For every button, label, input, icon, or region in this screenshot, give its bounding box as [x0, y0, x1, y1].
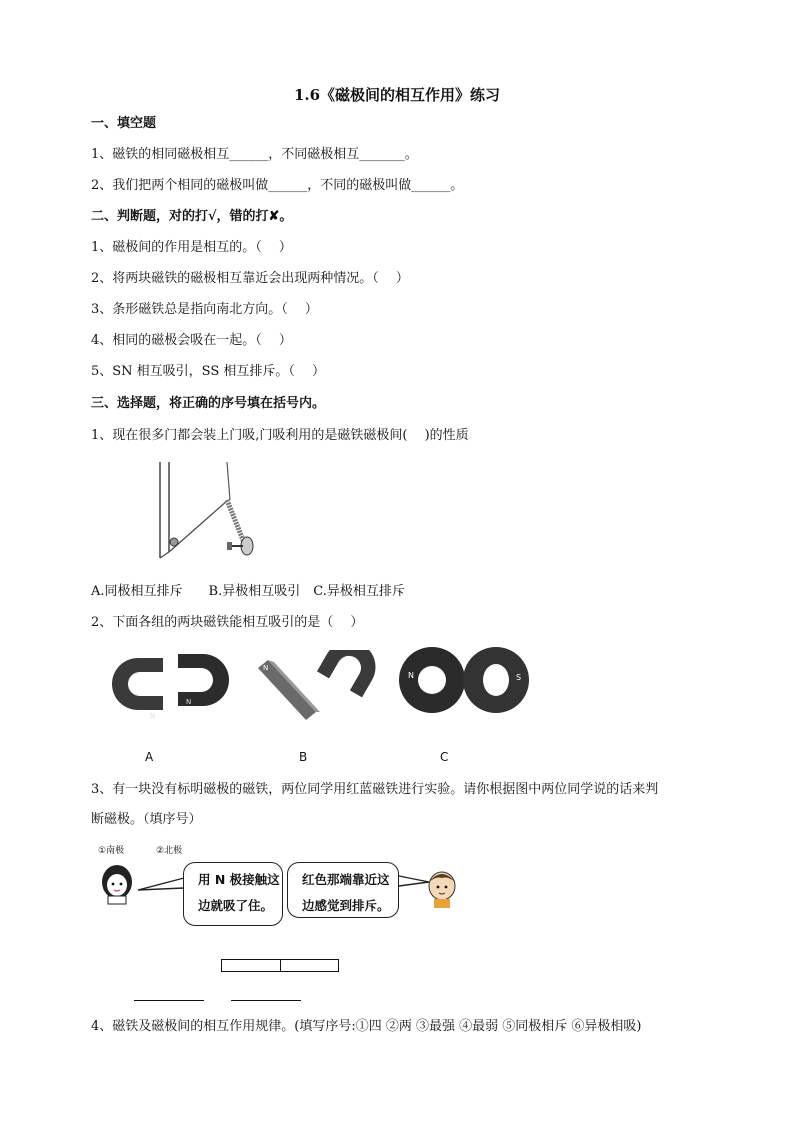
- judge-item-3: 3、条形磁铁总是指向南北方向。（ ）: [91, 302, 318, 317]
- section3-heading: 三、选择题，将正确的序号填在括号内。: [91, 396, 326, 411]
- magnet-b-u-pole-s-mark: S: [316, 686, 321, 694]
- choice-question-3-line2: 断磁极。（填序号）: [91, 812, 202, 827]
- boy-avatar-icon: [426, 868, 458, 910]
- magnet-c-left-pole-mark: N: [408, 671, 414, 680]
- magnet-a-right-pole-mark: N: [186, 698, 192, 706]
- magnet-bar-left-half: [221, 959, 281, 972]
- magnets-group-b: [254, 650, 379, 725]
- option-label-a: A: [145, 750, 154, 764]
- speech-left-line1: 用 N 极接触这: [198, 872, 280, 887]
- option-label-b: B: [299, 750, 308, 764]
- magnets-group-a: [108, 648, 233, 723]
- section1-heading: 一、填空题: [91, 116, 157, 131]
- choice-question-1: 1、现在很多门都会装上门吸,门吸利用的是磁铁磁极间( )的性质: [91, 428, 469, 443]
- magnet-b-bar-pole-mark: N: [263, 664, 269, 672]
- page-title: 1.6《磁极间的相互作用》练习: [293, 86, 501, 104]
- speech-bubble-right: [287, 862, 399, 918]
- magnet-bar-right-half: [280, 959, 339, 972]
- magnet-b-u-pole-n-mark: N: [342, 710, 348, 718]
- judge-item-1: 1、磁极间的作用是相互的。（ ）: [91, 240, 292, 255]
- speech-left-line2: 边就吸了住。: [198, 898, 274, 913]
- pole-tag-south: ①南极: [98, 846, 125, 856]
- door-stopper-illustration: [155, 460, 265, 560]
- judge-item-5: 5、SN 相互吸引，SS 相互排斥。（ ）: [91, 364, 326, 379]
- choice-question-3-line1: 3、有一块没有标明磁极的磁铁，两位同学用红蓝磁铁进行实验。请你根据图中两位同学说的话来判: [91, 782, 659, 797]
- magnets-group-c: [398, 640, 533, 725]
- choice-question-2: 2、下面各组的两块磁铁能相互吸引的是（ ）: [91, 615, 364, 630]
- magnet-a-left-pole-mark: N: [150, 712, 156, 720]
- speech-tail-left: [136, 872, 186, 894]
- pole-tag-north: ②北极: [156, 846, 183, 856]
- answer-blank-right[interactable]: [231, 1000, 301, 1001]
- judge-item-2: 2、将两块磁铁的磁极相互靠近会出现两种情况。（ ）: [91, 271, 409, 286]
- magnet-c-right-pole-mark: S: [516, 673, 522, 682]
- section2-heading: 二、判断题，对的打√，错的打✘。: [91, 209, 293, 224]
- speech-bubble-left: [183, 862, 283, 926]
- choice-question-4: 4、磁铁及磁极间的相互作用规律。(填写序号:①四 ②两 ③最强 ④最弱 ⑤同极相斥 ⑥异极相吸): [91, 1019, 642, 1034]
- speech-right-line1: 红色那端靠近这: [302, 872, 390, 887]
- girl-avatar-icon: [100, 862, 136, 906]
- fill-question-1: 1、磁铁的相同磁极相互______，不同磁极相互_______。: [91, 147, 418, 162]
- judge-item-4: 4、相同的磁极会吸在一起。（ ）: [91, 333, 292, 348]
- fill-question-2: 2、我们把两个相同的磁极叫做______，不同的磁极叫做______。: [91, 178, 464, 193]
- option-label-c: C: [440, 750, 449, 764]
- choice-question-1-options: A.同极相互排斥 B.异极相互吸引 C.异极相互排斥: [91, 584, 405, 599]
- speech-right-line2: 边感觉到排斥。: [302, 898, 390, 913]
- answer-blank-left[interactable]: [134, 1000, 204, 1001]
